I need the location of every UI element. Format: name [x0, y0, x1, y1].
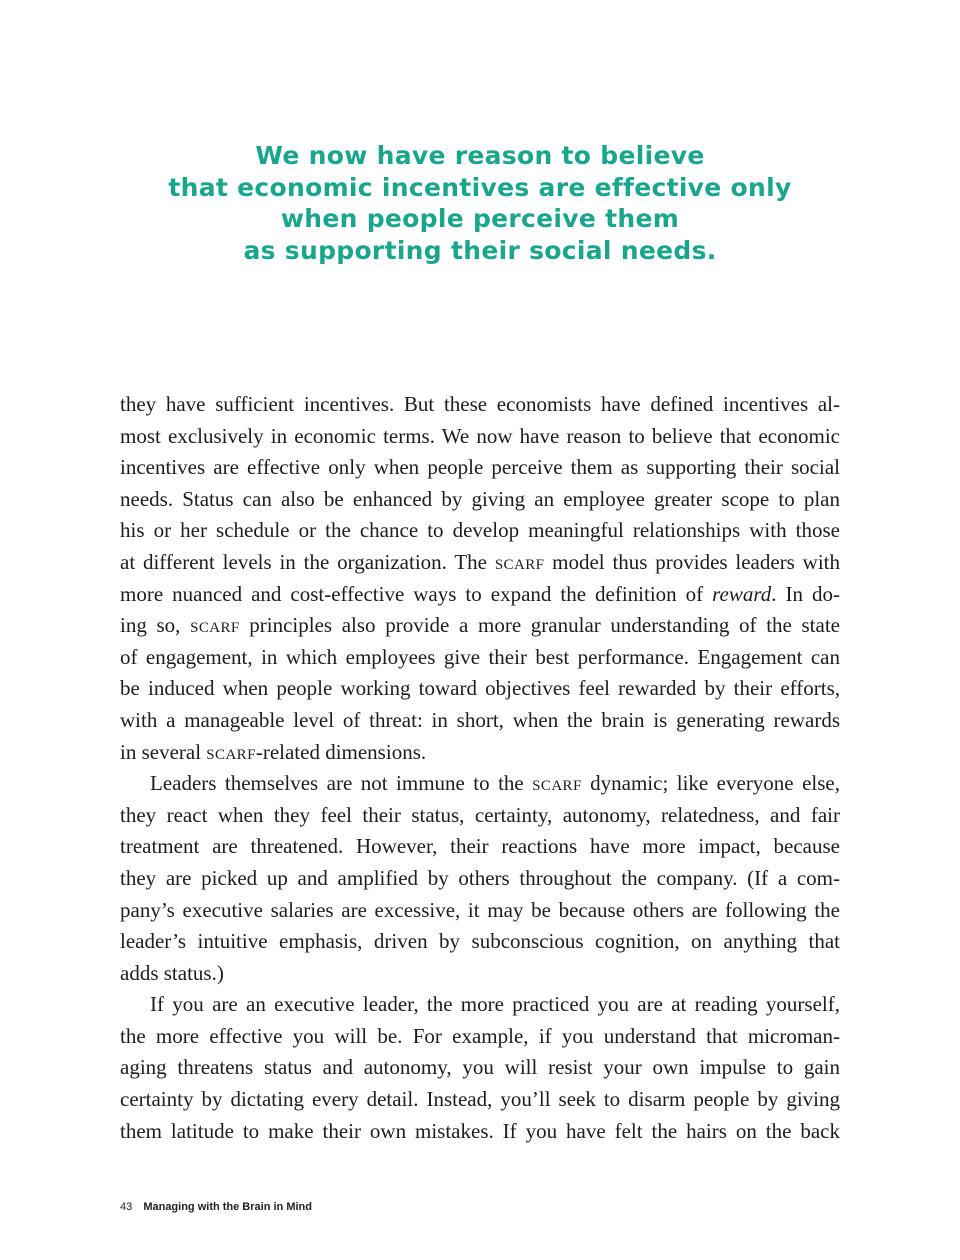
text-run: more nuanced and cost-effective ways to expand the definition of — [120, 581, 713, 606]
text-line: his or her schedule or the chance to develop meaningful relationships with those — [120, 518, 840, 543]
text-line: pany’s executive salaries are excessive, it may be because others are following the — [120, 897, 840, 922]
text-line: of engagement, in which employees give their best performance. Engagement can — [120, 644, 840, 669]
text-line: with a manageable level of threat: in short, when the brain is generating rewards — [120, 707, 840, 732]
text-line: be induced when people working toward objectives feel rewarded by their efforts, — [120, 676, 840, 701]
pull-quote-line: that economic incentives are effective only — [168, 172, 792, 202]
text-line: needs. Status can also be enhanced by giving an employee greater scope to plan — [120, 486, 840, 511]
text-line: If you are an executive leader, the more practiced you are at reading yourself, — [150, 992, 840, 1017]
text-line: them latitude to make their own mistakes. If you have felt the hairs on the back — [120, 1118, 840, 1143]
text-line: they have sufficient incentives. But these economists have defined incentives al- — [120, 392, 840, 416]
text-run: model thus provides leaders with — [544, 549, 841, 574]
small-caps-acronym: SCARF — [190, 620, 240, 637]
page-footer — [120, 1201, 312, 1213]
text-line: leader’s intuitive emphasis, driven by subconscious cognition, on anything that — [120, 929, 840, 954]
text-run: ing so, — [120, 613, 191, 638]
text-line: certainty by dictating every detail. Instead, you’ll seek to disarm people by giving — [120, 1087, 840, 1112]
text-line — [120, 737, 840, 769]
paragraph-1 — [120, 389, 840, 768]
small-caps-acronym: SCARF — [532, 778, 582, 795]
text-line — [120, 610, 840, 642]
text-run: principles also provide a more granular understanding of the state — [239, 613, 840, 638]
text-line: the more effective you will be. For example, if you understand that microman- — [120, 1023, 840, 1048]
text-run: Leaders themselves are not immune to the — [150, 771, 533, 796]
small-caps-acronym: SCARF — [494, 556, 545, 573]
text-run: . In do- — [771, 581, 840, 606]
paragraph-3 — [120, 989, 840, 1147]
text-line: they react when they feel their status, certainty, autonomy, relatedness, and fair — [120, 802, 840, 827]
text-line: aging threatens status and autonomy, you will resist your own impulse to gain — [120, 1055, 840, 1080]
page-number: 43 — [120, 1201, 133, 1213]
pull-quote-line: when people perceive them — [280, 204, 680, 233]
text-line: adds status.) — [120, 960, 224, 985]
pull-quote-line: as supporting their social needs. — [243, 235, 717, 265]
body-text — [120, 389, 840, 1147]
text-run: -related dimensions. — [255, 739, 427, 764]
text-line: treatment are threatened. However, their reactions have more impact, because — [120, 834, 840, 859]
text-line — [120, 768, 840, 800]
emphasis-word: reward — [712, 581, 772, 606]
text-run: at different levels in the organization. The — [120, 549, 495, 574]
paragraph-2 — [120, 768, 840, 989]
book-title: Managing with the Brain in Mind — [143, 1201, 312, 1213]
text-run: dynamic; like everyone else, — [581, 771, 840, 796]
text-line: most exclusively in economic terms. We now have reason to believe that economic — [120, 423, 840, 448]
text-line — [120, 547, 840, 579]
pull-quote-line: We now have reason to believe — [255, 141, 705, 170]
pull-quote — [100, 140, 860, 266]
small-caps-acronym: SCARF — [206, 746, 256, 763]
text-run: in several — [120, 739, 207, 764]
text-line: incentives are effective only when people perceive them as supporting their social — [120, 455, 840, 480]
text-line — [120, 579, 840, 611]
text-line: they are picked up and amplified by others throughout the company. (If a com- — [120, 865, 840, 890]
